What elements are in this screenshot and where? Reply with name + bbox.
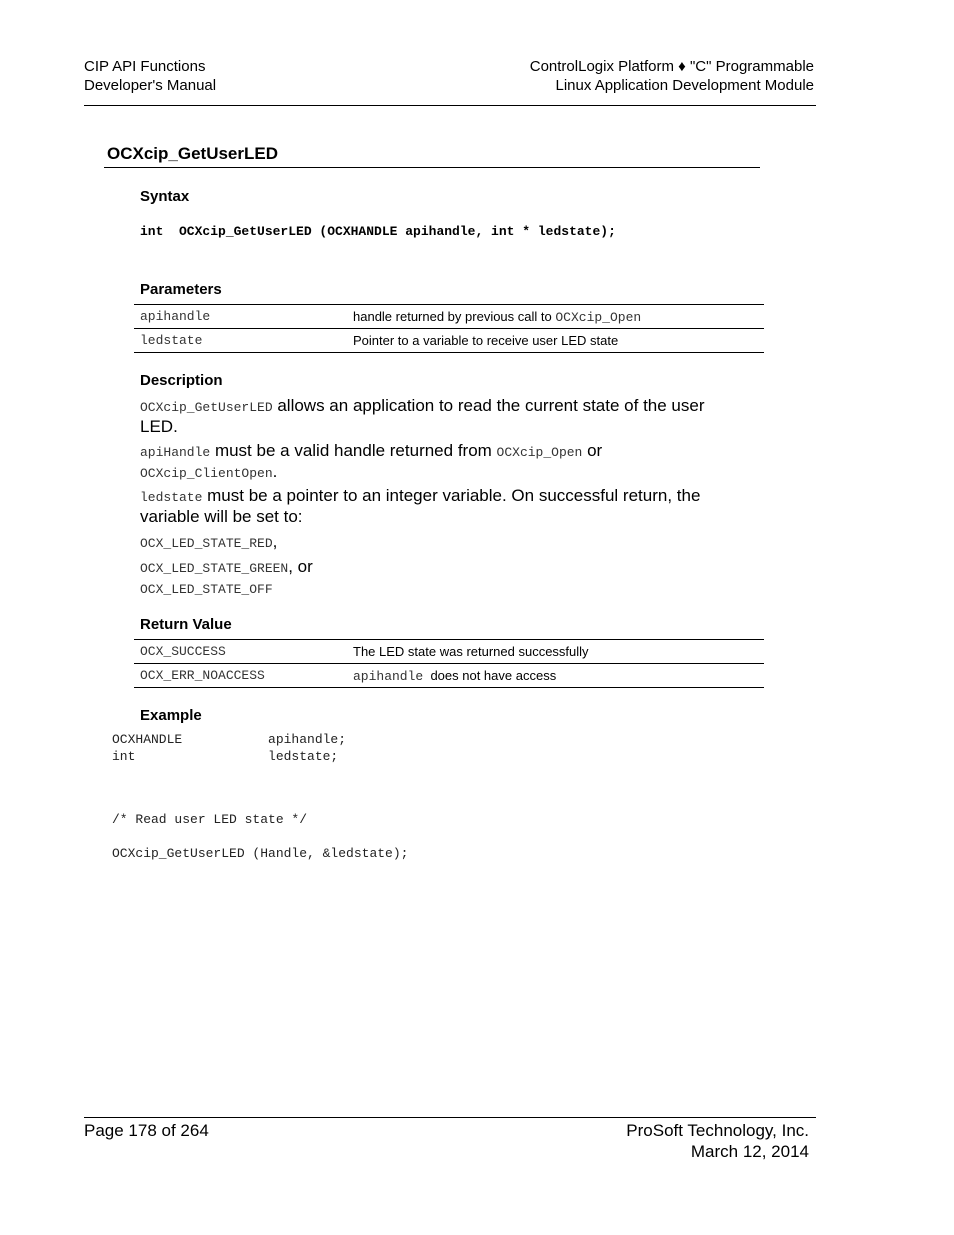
led-state-green: [140, 557, 740, 578]
running-header-left: [84, 57, 216, 95]
header-rule: [84, 105, 816, 106]
example-code-line: OCXHANDLE apihandle;: [112, 732, 347, 747]
param-name: apihandle: [134, 305, 347, 329]
return-code: OCX_SUCCESS: [134, 640, 347, 664]
return-desc: [347, 640, 764, 664]
inline-code: OCX_LED_STATE_GREEN: [140, 561, 289, 576]
title-rule: [104, 167, 760, 168]
return-desc-text: does not have access: [423, 667, 557, 683]
footer-rule: [84, 1117, 816, 1118]
paragraph-text: , or: [288, 557, 313, 576]
paragraph-text: ,: [272, 532, 278, 551]
table-row: [134, 305, 764, 329]
return-desc-text: The LED state was returned successfully: [353, 644, 589, 659]
footer-company: ProSoft Technology, Inc.: [626, 1121, 809, 1140]
param-name: ledstate: [134, 329, 347, 353]
header-module: Linux Application Development Module: [555, 77, 814, 94]
param-desc-text: handle returned by previous call to: [353, 308, 556, 324]
inline-code: OCXcip_GetUserLED: [140, 400, 273, 415]
syntax-code: int OCXcip_GetUserLED (OCXHANDLE apihandle, int * ledstate);: [140, 224, 616, 239]
syntax-heading: Syntax: [140, 188, 190, 205]
table-row: [134, 640, 764, 664]
description-heading: Description: [140, 372, 223, 389]
parameters-table: [134, 304, 764, 353]
return-desc: [347, 664, 764, 688]
example-heading: Example: [140, 707, 202, 724]
paragraph-text: allows an application to read the current state of the user LED.: [140, 396, 705, 436]
inline-code: OCXcip_Open: [496, 445, 583, 460]
header-doc-type: Developer's Manual: [84, 77, 217, 94]
paragraph-text: must be a valid handle returned from: [210, 441, 497, 460]
inline-code: OCX_LED_STATE_OFF: [140, 582, 273, 597]
param-desc: [347, 305, 764, 329]
inline-code: apiHandle: [140, 445, 211, 460]
paragraph-text: .: [272, 462, 278, 481]
table-row: [134, 664, 764, 688]
inline-code: ledstate: [140, 490, 203, 505]
led-state-off: [140, 578, 740, 599]
running-header-right: [530, 57, 814, 95]
example-code-line: OCXcip_GetUserLED (Handle, &ledstate);: [112, 846, 409, 861]
led-state-red: [140, 532, 740, 553]
example-code-line: int ledstate;: [112, 749, 339, 764]
paragraph-text: must be a pointer to an integer variable. On successful return, the variable will be set to:: [140, 486, 701, 526]
footer-right: [626, 1120, 809, 1162]
return-value-heading: Return Value: [140, 616, 232, 633]
return-desc-code: apihandle: [353, 668, 424, 684]
param-desc-text: Pointer to a variable to receive user LED state: [353, 333, 619, 348]
page-number: Page 178 of 264: [84, 1121, 209, 1140]
example-code-comment: /* Read user LED state */: [112, 812, 308, 827]
header-doc-section: CIP API Functions: [84, 58, 206, 75]
description-paragraph-2: [140, 441, 740, 483]
param-desc: [347, 329, 764, 353]
inline-code: OCX_LED_STATE_RED: [140, 536, 273, 551]
description-paragraph-1: [140, 396, 740, 436]
param-desc-code: OCXcip_Open: [555, 309, 642, 325]
footer-date: March 12, 2014: [690, 1142, 809, 1161]
header-platform: ControlLogix Platform ♦ "C" Programmable: [529, 58, 814, 75]
return-value-table: [134, 639, 764, 688]
function-title: OCXcip_GetUserLED: [107, 144, 278, 163]
inline-code: OCXcip_ClientOpen: [140, 466, 273, 481]
paragraph-text: or: [582, 441, 603, 460]
description-paragraph-3: [140, 486, 740, 526]
table-row: [134, 329, 764, 353]
parameters-heading: Parameters: [140, 281, 222, 298]
return-code: OCX_ERR_NOACCESS: [134, 664, 347, 688]
